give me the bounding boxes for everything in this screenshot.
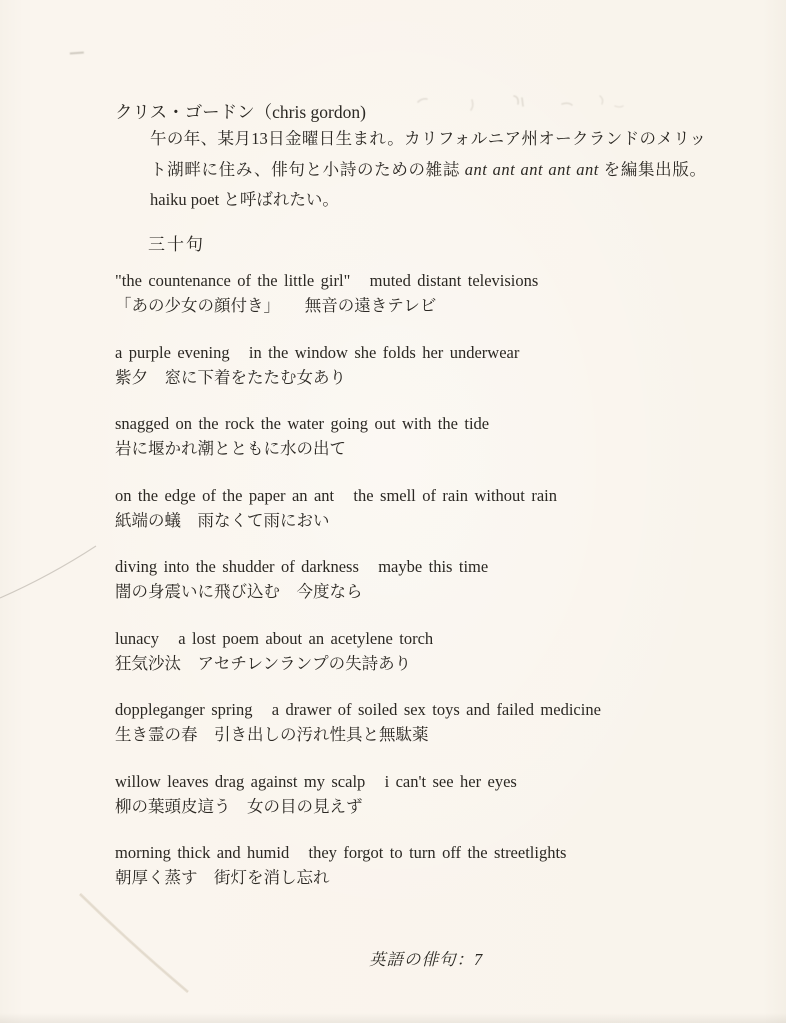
haiku-entry xyxy=(115,840,735,890)
bio-text-part1: 午の年、某月13日金曜日生まれ。カリフォルニア州オークランドのメリット湖畔に住み、俳句と小詩のための雑誌 xyxy=(150,129,706,179)
section-heading-thirty-haiku: 三十句 xyxy=(148,235,205,254)
haiku-entry xyxy=(115,554,735,604)
magazine-title-italic: ant ant ant ant ant xyxy=(464,159,599,179)
haiku-japanese-line: 岩に堰かれ潮とともに水の出て xyxy=(115,439,346,458)
scan-hairline-artifact xyxy=(0,538,110,608)
haiku-english-line: on the edge of the paper an ant the smell of rain without rain xyxy=(115,485,557,505)
haiku-english-line: lunacy a lost poem about an acetylene torch xyxy=(115,628,434,648)
haiku-japanese-line: 闇の身震いに飛び込む 今度なら xyxy=(115,582,363,601)
haiku-english-line: a purple evening in the window she folds her underwear xyxy=(115,342,520,362)
haiku-english-line: willow leaves drag against my scalp i can't see her eyes xyxy=(115,771,517,791)
haiku-english-line: "the countenance of the little girl" muted distant televisions xyxy=(115,271,539,290)
haiku-japanese-line: 紙端の蟻 雨なくて雨におい xyxy=(115,510,330,530)
bio-text-part2: を編集出版。haiku poet と呼ばれたい。 xyxy=(150,159,706,209)
haiku-japanese-line: 柳の葉頭皮這う 女の目の見えず xyxy=(115,796,363,816)
haiku-japanese-line: 紫夕 窓に下着をたたむ女あり xyxy=(115,367,346,387)
haiku-english-line: doppleganger spring a drawer of soiled sex toys and failed medicine xyxy=(115,700,601,719)
author-bio xyxy=(150,124,706,216)
haiku-entry xyxy=(115,697,735,747)
haiku-list xyxy=(115,268,735,912)
haiku-japanese-line: 「あの少女の顔付き」 無音の遠きテレビ xyxy=(115,296,437,315)
scan-speck xyxy=(70,52,84,59)
haiku-entry xyxy=(115,411,735,461)
haiku-english-line: morning thick and humid they forgot to turn off the streetlights xyxy=(115,843,567,862)
haiku-entry xyxy=(115,268,735,318)
author-name: クリス・ゴードン（chris gordon) xyxy=(115,102,366,122)
haiku-english-line: diving into the shudder of darkness maybe this time xyxy=(115,557,489,576)
haiku-english-line: snagged on the rock the water going out with the tide xyxy=(115,414,490,433)
haiku-entry xyxy=(115,626,735,676)
haiku-entry xyxy=(115,769,735,819)
footer-page-label: 英語の俳句：7 xyxy=(369,950,484,969)
haiku-entry xyxy=(115,340,735,390)
haiku-japanese-line: 朝厚く蒸す 街灯を消し忘れ xyxy=(115,868,330,887)
haiku-entry xyxy=(115,483,735,533)
scan-smudge-marks xyxy=(410,88,650,122)
haiku-japanese-line: 狂気沙汰 アセチレンランプの失詩あり xyxy=(115,653,412,673)
haiku-japanese-line: 生き霊の春 引き出しの汚れ性具と無駄薬 xyxy=(115,725,429,744)
